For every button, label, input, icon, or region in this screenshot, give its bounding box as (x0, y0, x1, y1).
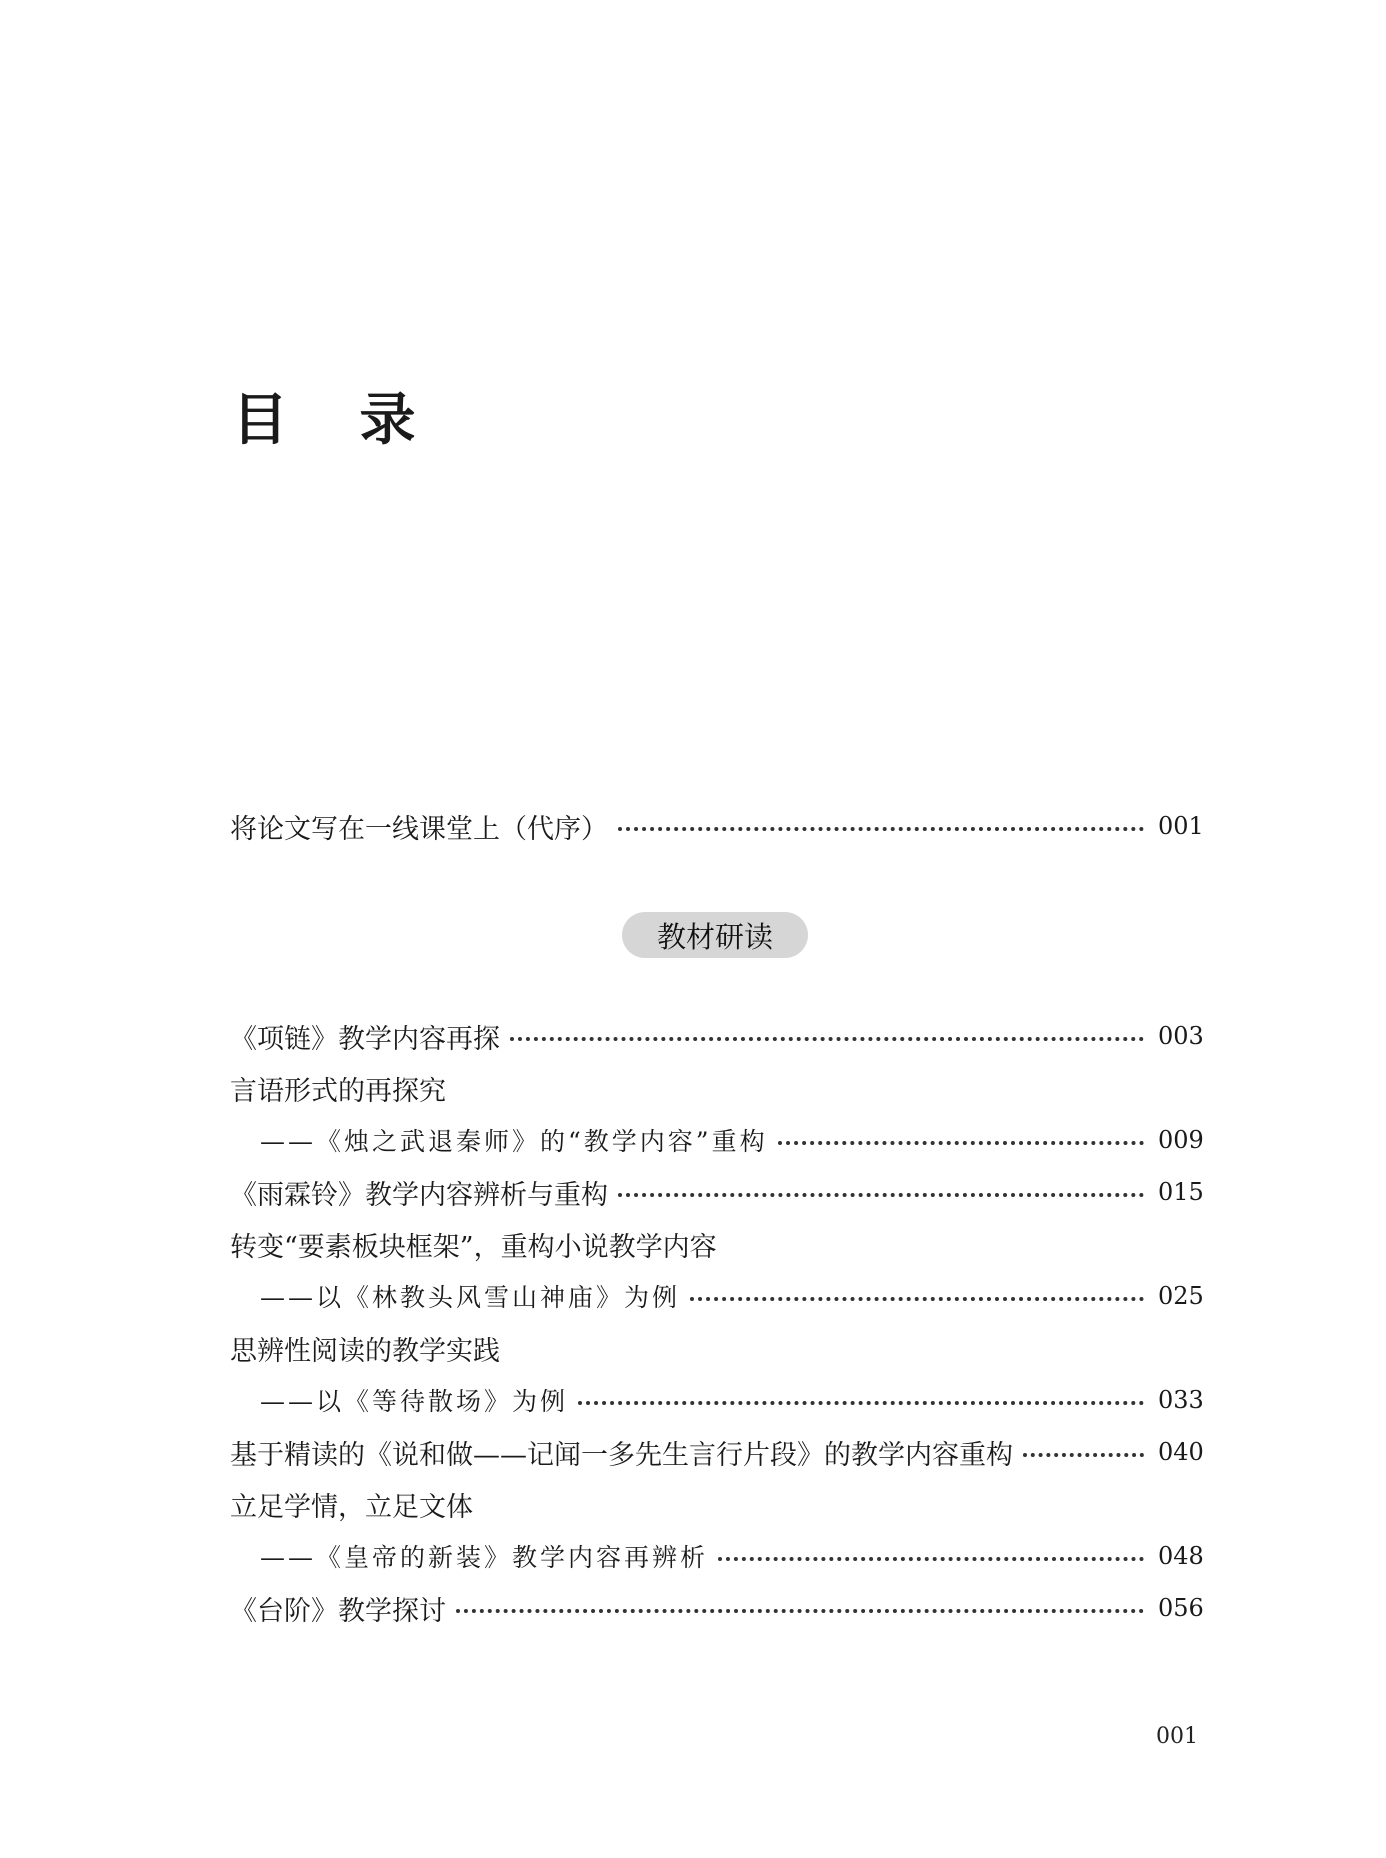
toc-entry-title: 基于精读的《说和做——记闻一多先生言行片段》的教学内容重构 (230, 1439, 1013, 1471)
dot-leader (510, 1037, 1144, 1041)
toc-entry-page: 040 (1158, 1438, 1204, 1466)
toc-entry-subtitle[interactable] (260, 1536, 1202, 1576)
dot-leader (690, 1297, 1144, 1301)
page-title: 目 录 (232, 387, 442, 453)
toc-entry-title: 立足学情，立足文体 (230, 1491, 473, 1523)
toc-entry-title: 将论文写在一线课堂上（代序） (230, 813, 608, 845)
dot-leader (578, 1401, 1144, 1405)
dot-leader (1023, 1453, 1144, 1457)
toc-entry-title: 《雨霖铃》教学内容辨析与重构 (230, 1179, 608, 1211)
toc-entry-main-title[interactable] (230, 1484, 1202, 1524)
toc-entry-subtitle-text: ——以《林教头风雪山神庙》为例 (260, 1283, 681, 1312)
footer-page-number: 001 (1156, 1724, 1198, 1749)
toc-entry-subtitle[interactable] (260, 1120, 1202, 1160)
toc-entry-page: 001 (1158, 812, 1204, 840)
toc-entry-page: 056 (1158, 1594, 1204, 1622)
toc-entry-subtitle-text: ——《烛之武退秦师》的“教学内容”重构 (260, 1127, 768, 1156)
dot-leader (778, 1141, 1144, 1145)
toc-entry-page: 033 (1158, 1386, 1204, 1414)
toc-entry[interactable] (230, 1016, 1202, 1056)
toc-entry-main-title[interactable] (230, 1328, 1202, 1368)
toc-entry-page: 025 (1158, 1282, 1204, 1310)
toc-entry-title: 《项链》教学内容再探 (230, 1023, 500, 1055)
toc-entry-preface[interactable] (230, 806, 1202, 846)
toc-entry-subtitle[interactable] (260, 1276, 1202, 1316)
toc-entry-main-title[interactable] (230, 1068, 1202, 1108)
section-heading-badge: 教材研读 (622, 912, 808, 958)
toc-entry-title: 言语形式的再探究 (230, 1075, 446, 1107)
toc-entry-subtitle-text: ——《皇帝的新装》教学内容再辨析 (260, 1543, 709, 1572)
dot-leader (456, 1609, 1144, 1613)
toc-entry-page: 048 (1158, 1542, 1204, 1570)
dot-leader (618, 1193, 1144, 1197)
toc-entry[interactable] (230, 1432, 1202, 1472)
toc-entry[interactable] (230, 1172, 1202, 1212)
toc-entry-subtitle[interactable] (260, 1380, 1202, 1420)
toc-entry[interactable] (230, 1588, 1202, 1628)
toc-entry-subtitle-text: ——以《等待散场》为例 (260, 1387, 569, 1416)
toc-entry-title: 思辨性阅读的教学实践 (230, 1335, 500, 1367)
toc-entry-title: 《台阶》教学探讨 (230, 1595, 446, 1627)
dot-leader (718, 1557, 1144, 1561)
toc-entry-title: 转变“要素板块框架”，重构小说教学内容 (230, 1231, 717, 1263)
toc-entry-page: 003 (1158, 1022, 1204, 1050)
toc-entry-page: 009 (1158, 1126, 1204, 1154)
toc-entry-main-title[interactable] (230, 1224, 1202, 1264)
toc-entry-page: 015 (1158, 1178, 1204, 1206)
dot-leader (618, 827, 1144, 831)
